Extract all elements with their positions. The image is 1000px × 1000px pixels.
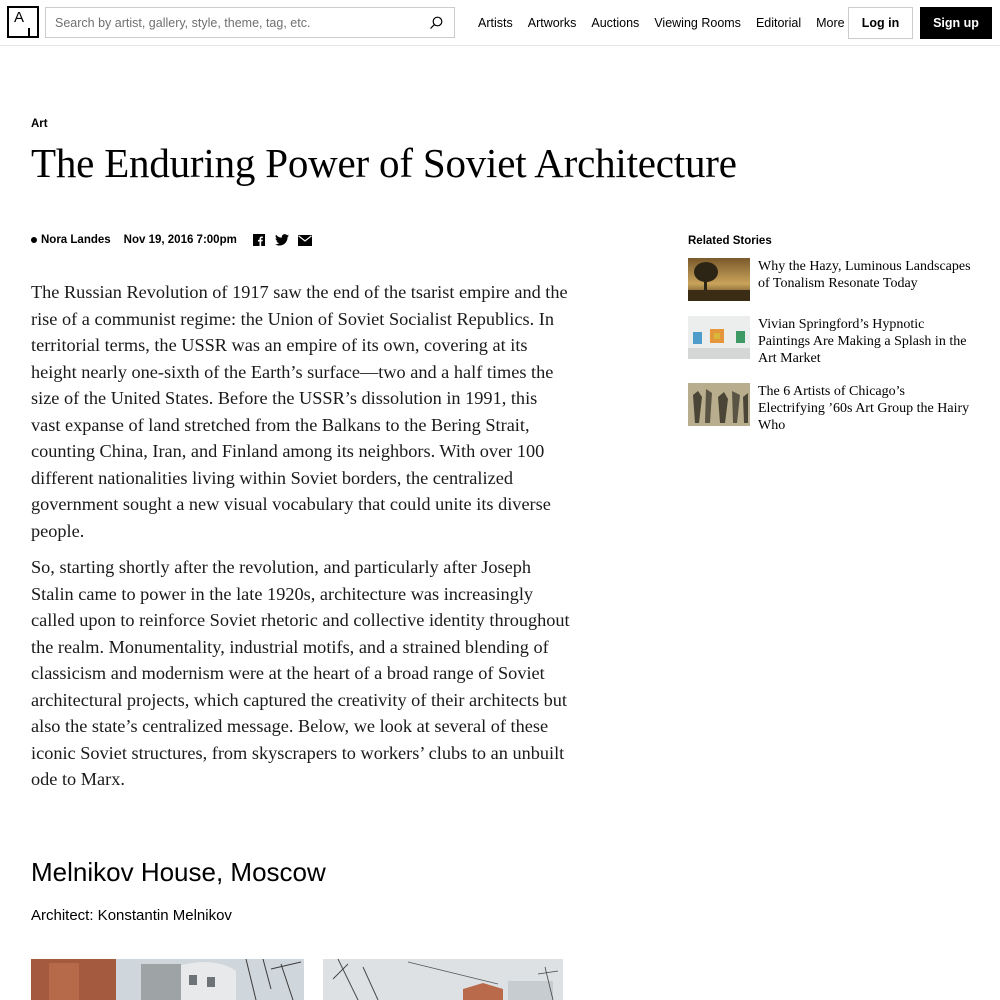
article-paragraph: So, starting shortly after the revolution, and particularly after Joseph Stalin came to power in the late 1920s, architecture was increasingly called upon to reinforce Soviet rhetoric and collective identity throughout the realm. Monumentality, industrial motifs, and a strained blending of classicism and modernism were at the heart of a broad range of Soviet architectural projects, which captured the creativity of their architects but also the state’s centralized message. Below, we look at several of these iconic Soviet structures, from skyscrapers to workers’ clubs to an unbuilt ode to Marx. (31, 557, 570, 789)
article-paragraph: The Russian Revolution of 1917 saw the end of the tsarist empire and the rise of a communist regime: the Union of Soviet Socialist Republics. In territorial terms, the USSR was an empire of its own, covering at its height nearly one-sixth of the Earth’s surface—two and a half times the size of the United States. Before the USSR’s dissolution in 1991, this vast expanse of land stretched from the Balkans to the Bering Strait, counting China, Iran, and Finland among its neighbors. With over 100 different nationalities living within Soviet borders, the centralized government sought a new visual vocabulary that could unite its diverse people. (31, 282, 568, 541)
author-dot-icon (31, 237, 37, 243)
signup-button[interactable]: Sign up (920, 7, 992, 39)
nav-viewing-rooms[interactable]: Viewing Rooms (654, 16, 741, 30)
search-icon[interactable] (428, 15, 444, 31)
nav-artworks[interactable]: Artworks (527, 16, 577, 30)
byline (31, 233, 321, 247)
story-title[interactable]: Vivian Springford’s Hypnotic Paintings Are Making a Splash in the Art Market (758, 317, 967, 366)
nav-artists[interactable]: Artists (478, 16, 513, 30)
logo-mark (28, 28, 30, 36)
story-thumbnail[interactable] (688, 316, 750, 359)
login-button[interactable]: Log in (848, 7, 913, 39)
email-icon[interactable] (298, 233, 312, 247)
artsy-logo[interactable] (7, 6, 39, 38)
publish-date: Nov 19, 2016 7:00pm (123, 234, 237, 246)
article-vertical-link[interactable]: Art (31, 118, 48, 130)
facebook-icon[interactable] (252, 233, 266, 247)
nav-editorial[interactable]: Editorial (755, 16, 802, 30)
search-input[interactable] (46, 8, 454, 37)
building-photo[interactable] (323, 959, 563, 1000)
author-name[interactable]: Nora Landes (41, 234, 111, 246)
story-title[interactable]: The 6 Artists of Chicago’s Electrifying ’60s Art Group the Hairy Who (758, 384, 970, 433)
top-nav-bar (0, 0, 1000, 46)
search-box (45, 7, 455, 38)
main-nav (478, 15, 860, 31)
related-stories-heading: Related Stories (688, 235, 772, 247)
story-thumbnail[interactable] (688, 258, 750, 301)
article-title: The Enduring Power of Soviet Architecture (31, 140, 737, 186)
story-thumbnail[interactable] (688, 383, 750, 426)
twitter-icon[interactable] (275, 233, 289, 247)
melnikov-house-photo[interactable] (31, 959, 304, 1000)
section-heading: Melnikov House, Moscow (31, 857, 326, 887)
logo-letter: A (14, 9, 25, 26)
story-title[interactable]: Why the Hazy, Luminous Landscapes of Tonalism Resonate Today (758, 259, 971, 291)
nav-auctions[interactable]: Auctions (591, 16, 640, 30)
section-subheading: Architect: Konstantin Melnikov (31, 907, 232, 924)
nav-more[interactable]: More (816, 16, 845, 30)
